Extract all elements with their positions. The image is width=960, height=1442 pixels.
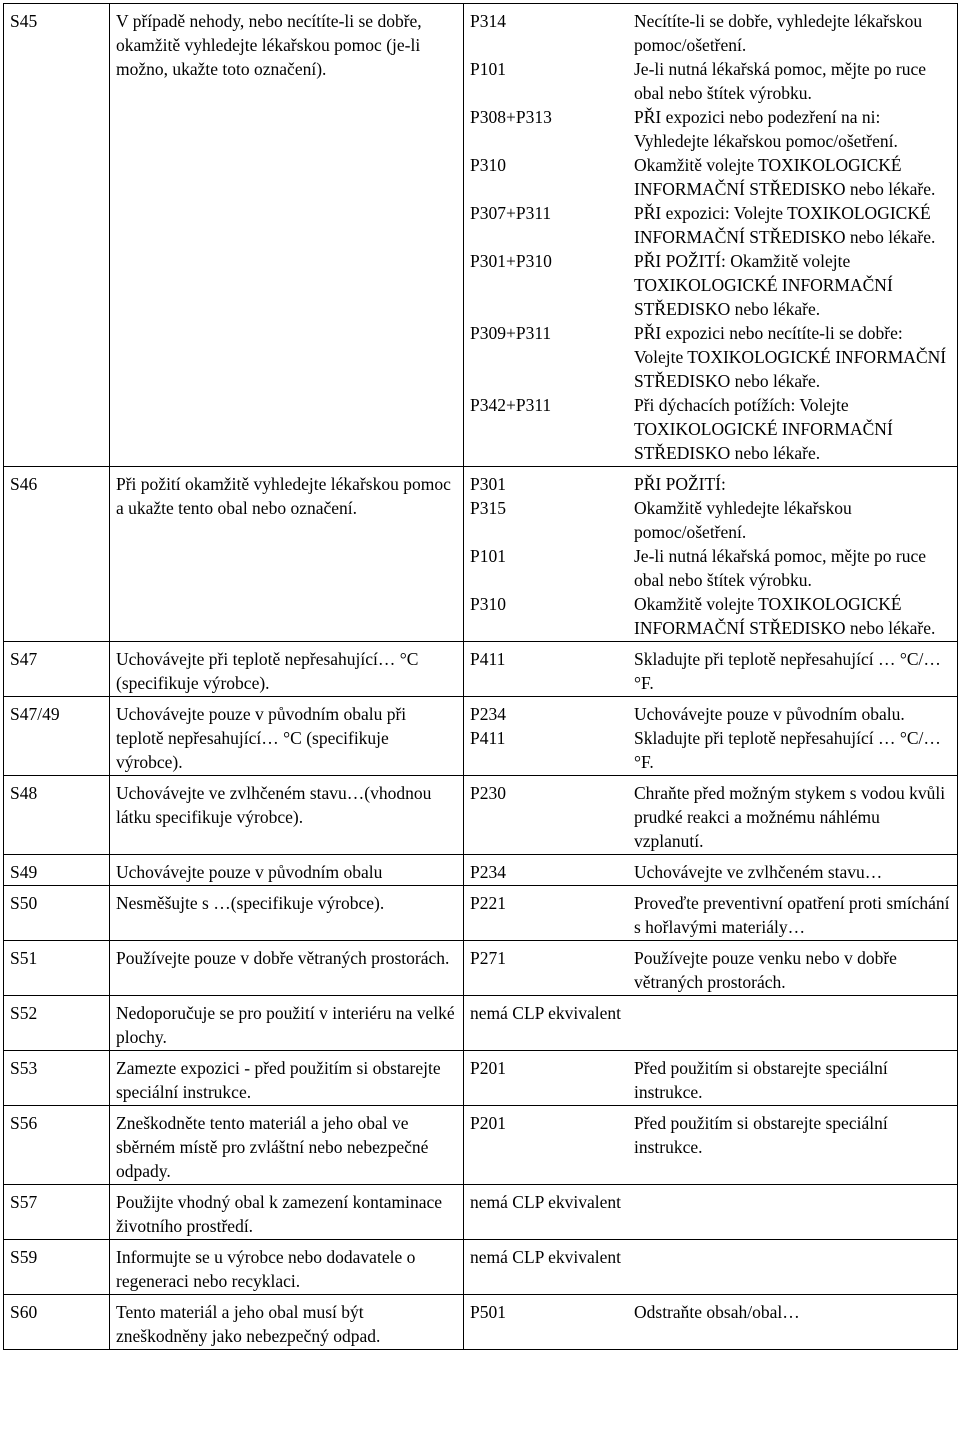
s-phrase-text-cell: Zneškodněte tento materiál a jeho obal ve sběrném místě pro zvláštní nebo nebezpečné odpady. [110,1106,464,1185]
p-phrase-list [470,1245,951,1269]
table-row [4,1295,958,1350]
s-code-cell: S51 [4,941,110,996]
p-phrases-cell [464,1051,958,1106]
p-phrase-item [470,1056,951,1104]
p-code: P101 [470,59,506,79]
table-row [4,1051,958,1106]
p-phrase-item [470,321,951,393]
s-phrase-text-cell: Zamezte expozici - před použitím si obstarejte speciální instrukce. [110,1051,464,1106]
p-phrase-item [470,201,951,249]
s-phrase-text-cell: Tento materiál a jeho obal musí být zneškodněny jako nebezpečný odpad. [110,1295,464,1350]
p-phrase-text: PŘI POŽITÍ: [634,474,726,494]
table-row [4,467,958,642]
p-phrase-item [470,105,951,153]
p-phrase-list [470,946,951,994]
s-to-p-phrase-table [3,3,958,1350]
p-phrase-item [470,891,951,939]
p-phrase-list [470,1001,951,1025]
p-phrase-text [634,1190,951,1214]
s-phrase-text-cell: Uchovávejte ve zvlhčeném stavu…(vhodnou látku specifikuje výrobce). [110,776,464,855]
table-row [4,4,958,467]
p-phrase-item [470,726,951,774]
p-phrase-item [470,702,951,726]
p-phrase-item [470,9,951,57]
table-row [4,1240,958,1295]
p-phrase-item [470,1111,951,1159]
s-phrase-text-cell: Uchovávejte pouze v původním obalu při teplotě nepřesahující… °C (specifikuje výrobce). [110,697,464,776]
p-phrases-cell [464,776,958,855]
s-phrase-text-cell: Při požití okamžitě vyhledejte lékařskou pomoc a ukažte tento obal nebo označení. [110,467,464,642]
p-code: P230 [470,783,506,803]
table-row [4,886,958,941]
s-code-cell: S53 [4,1051,110,1106]
table-row [4,776,958,855]
p-phrase-item [470,249,951,321]
p-phrase-item [470,1190,951,1214]
p-phrase-item [470,946,951,994]
table-body [4,4,958,1350]
p-code: P101 [470,546,506,566]
p-phrase-list [470,472,951,640]
p-phrase-item [470,1001,951,1025]
p-phrase-item [470,57,951,105]
p-code: P301+P310 [470,251,552,271]
p-phrase-item [470,1245,951,1269]
p-phrase-text: Při dýchacích potížích: Volejte TOXIKOLOGICKÉ INFORMAČNÍ STŘEDISKO nebo lékaře. [634,395,893,463]
p-phrase-text: Je-li nutná lékařská pomoc, mějte po ruce obal nebo štítek výrobku. [634,59,927,103]
p-phrase-list [470,781,951,853]
p-phrase-list [470,1056,951,1104]
p-phrases-cell [464,941,958,996]
p-phrase-list [470,891,951,939]
p-code: P314 [470,11,506,31]
p-phrase-list [470,9,951,465]
s-phrase-text-cell: Použijte vhodný obal k zamezení kontaminace životního prostředí. [110,1185,464,1240]
p-code: P315 [470,498,506,518]
p-phrases-cell [464,697,958,776]
p-phrase-text: Chraňte před možným stykem s vodou kvůli prudké reakci a možnému náhlému vzplanutí. [634,783,946,851]
s-code-cell: S60 [4,1295,110,1350]
p-phrase-list [470,1111,951,1159]
table-row [4,1185,958,1240]
p-phrase-text: Před použitím si obstarejte speciální instrukce. [634,1113,888,1157]
p-phrase-text: Skladujte při teplotě nepřesahující … °C/… °F. [634,728,941,772]
p-phrase-list [470,1300,951,1324]
table-row [4,1106,958,1185]
p-phrase-text: PŘI POŽITÍ: Okamžitě volejte TOXIKOLOGICKÉ INFORMAČNÍ STŘEDISKO nebo lékaře. [634,251,893,319]
s-phrase-text-cell: Uchovávejte pouze v původním obalu [110,855,464,886]
p-phrase-text: Okamžitě vyhledejte lékařskou pomoc/ošetření. [634,498,852,542]
s-code-cell: S59 [4,1240,110,1295]
p-code: P310 [470,155,506,175]
s-code-cell: S48 [4,776,110,855]
p-code: P201 [470,1113,506,1133]
s-code-cell: S52 [4,996,110,1051]
s-phrase-text-cell: V případě nehody, nebo necítíte-li se dobře, okamžitě vyhledejte lékařskou pomoc (je-li možno, ukažte toto označení). [110,4,464,467]
s-phrase-text-cell: Nesměšujte s …(specifikuje výrobce). [110,886,464,941]
s-phrase-text-cell: Uchovávejte při teplotě nepřesahující… °C (specifikuje výrobce). [110,642,464,697]
p-code: nemá CLP ekvivalent [470,1247,621,1267]
s-phrase-text-cell: Nedoporučuje se pro použití v interiéru na velké plochy. [110,996,464,1051]
table-row [4,941,958,996]
p-phrase-text: Uchovávejte ve zvlhčeném stavu… [634,862,883,882]
s-code-cell: S56 [4,1106,110,1185]
p-phrase-text: Je-li nutná lékařská pomoc, mějte po ruce obal nebo štítek výrobku. [634,546,927,590]
p-phrase-list [470,860,951,884]
p-phrase-text [634,1245,951,1269]
p-phrase-text: PŘI expozici: Volejte TOXIKOLOGICKÉ INFORMAČNÍ STŘEDISKO nebo lékaře. [634,203,936,247]
p-code: P501 [470,1302,506,1322]
p-phrases-cell [464,467,958,642]
p-phrases-cell [464,642,958,697]
p-phrases-cell [464,886,958,941]
p-code: P308+P313 [470,107,552,127]
p-phrase-item [470,592,951,640]
p-phrase-text: Proveďte preventivní opatření proti smíchání s hořlavými materiály… [634,893,950,937]
s-phrase-text-cell: Informujte se u výrobce nebo dodavatele o regeneraci nebo recyklaci. [110,1240,464,1295]
p-phrase-list [470,647,951,695]
p-code: P342+P311 [470,395,552,415]
p-phrase-text: Odstraňte obsah/obal… [634,1302,800,1322]
p-code: nemá CLP ekvivalent [470,1192,621,1212]
s-phrase-text-cell: Používejte pouze v dobře větraných prostorách. [110,941,464,996]
table-row [4,855,958,886]
s-code-cell: S47/49 [4,697,110,776]
p-phrase-item [470,544,951,592]
p-code: P310 [470,594,506,614]
p-phrase-text: PŘI expozici nebo necítíte-li se dobře: Volejte TOXIKOLOGICKÉ INFORMAČNÍ STŘEDISKO nebo lékaře. [634,323,947,391]
p-phrase-text: Okamžitě volejte TOXIKOLOGICKÉ INFORMAČNÍ STŘEDISKO nebo lékaře. [634,594,936,638]
p-code: P411 [470,728,506,748]
table-row [4,996,958,1051]
p-phrase-text: Skladujte při teplotě nepřesahující … °C/… °F. [634,649,941,693]
s-code-cell: S57 [4,1185,110,1240]
table-row [4,642,958,697]
p-phrase-item [470,153,951,201]
p-code: P201 [470,1058,506,1078]
p-code: P234 [470,704,506,724]
p-code: P307+P311 [470,203,552,223]
p-phrase-item [470,393,951,465]
p-phrase-text: Necítíte-li se dobře, vyhledejte lékařskou pomoc/ošetření. [634,11,923,55]
s-code-cell: S50 [4,886,110,941]
p-phrase-text: PŘI expozici nebo podezření na ni: Vyhledejte lékařskou pomoc/ošetření. [634,107,898,151]
p-code: P271 [470,948,506,968]
p-code: nemá CLP ekvivalent [470,1003,621,1023]
p-phrase-item [470,781,951,853]
p-phrases-cell [464,996,958,1051]
p-phrase-item [470,472,951,496]
s-code-cell: S49 [4,855,110,886]
p-phrases-cell [464,1240,958,1295]
p-phrases-cell [464,1295,958,1350]
p-phrase-list [470,702,951,774]
p-phrase-item [470,1300,951,1324]
p-phrase-text: Uchovávejte pouze v původním obalu. [634,704,905,724]
p-phrases-cell [464,1185,958,1240]
table-row [4,697,958,776]
p-phrases-cell [464,1106,958,1185]
p-phrases-cell [464,855,958,886]
p-phrase-item [470,496,951,544]
s-code-cell: S46 [4,467,110,642]
p-code: P411 [470,649,506,669]
p-code: P301 [470,474,506,494]
p-phrase-text: Používejte pouze venku nebo v dobře větraných prostorách. [634,948,897,992]
p-phrase-item [470,860,951,884]
p-phrase-item [470,647,951,695]
s-code-cell: S45 [4,4,110,467]
p-code: P309+P311 [470,323,552,343]
s-code-cell: S47 [4,642,110,697]
p-phrase-text: Okamžitě volejte TOXIKOLOGICKÉ INFORMAČNÍ STŘEDISKO nebo lékaře. [634,155,936,199]
p-phrase-text: Před použitím si obstarejte speciální instrukce. [634,1058,888,1102]
p-code: P234 [470,862,506,882]
p-phrases-cell [464,4,958,467]
p-code: P221 [470,893,506,913]
p-phrase-list [470,1190,951,1214]
p-phrase-text [634,1001,951,1025]
